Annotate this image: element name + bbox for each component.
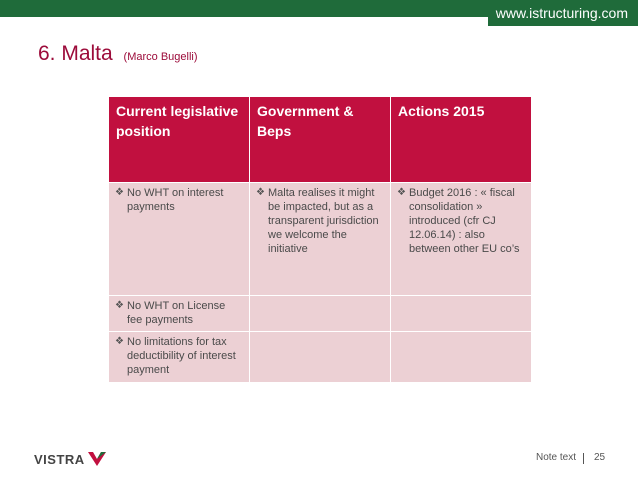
table-row — [109, 183, 532, 296]
table-cell — [109, 296, 250, 332]
bullet-icon: ❖ — [256, 187, 265, 198]
bullet-icon: ❖ — [115, 187, 124, 198]
column-header: Current legislative position — [109, 97, 250, 183]
table-cell — [391, 332, 532, 383]
footer-note: Note text — [535, 452, 576, 463]
page-number: 25 — [594, 452, 606, 463]
title-subtitle: (Marco Bugelli) — [123, 51, 198, 63]
bullet-icon: ❖ — [115, 300, 124, 311]
comparison-table — [108, 96, 532, 383]
bullet-icon: ❖ — [397, 187, 406, 198]
logo-chevron-icon — [87, 451, 107, 467]
cell-text: No WHT on interest payments — [127, 187, 224, 213]
page-title — [38, 42, 198, 66]
column-header: Government & Beps — [250, 97, 391, 183]
footer-divider — [583, 453, 584, 464]
logo-text: VISTRA — [34, 451, 85, 467]
cell-text: Malta realises it might be impacted, but as a transparent jurisdiction we welcome the initiative — [268, 187, 379, 255]
vistra-logo — [34, 451, 107, 467]
table-cell — [391, 296, 532, 332]
bullet-icon: ❖ — [115, 336, 124, 347]
cell-text: Budget 2016 : « fiscal consolidation » introduced (cfr CJ 12.06.14) : also between other EU co’s — [409, 187, 520, 255]
table-cell — [250, 332, 391, 383]
table-row — [109, 332, 532, 383]
table-cell — [250, 296, 391, 332]
site-url[interactable]: www.istructuring.com — [488, 0, 638, 26]
table-cell — [109, 332, 250, 383]
table-cell — [250, 183, 391, 296]
title-text: 6. Malta — [38, 42, 113, 65]
table-row — [109, 296, 532, 332]
cell-text: No WHT on License fee payments — [127, 300, 226, 326]
cell-text: No limitations for tax deductibility of interest payment — [127, 336, 236, 376]
table-cell — [109, 183, 250, 296]
column-header: Actions 2015 — [391, 97, 532, 183]
table-header-row — [109, 97, 532, 183]
table-cell — [391, 183, 532, 296]
